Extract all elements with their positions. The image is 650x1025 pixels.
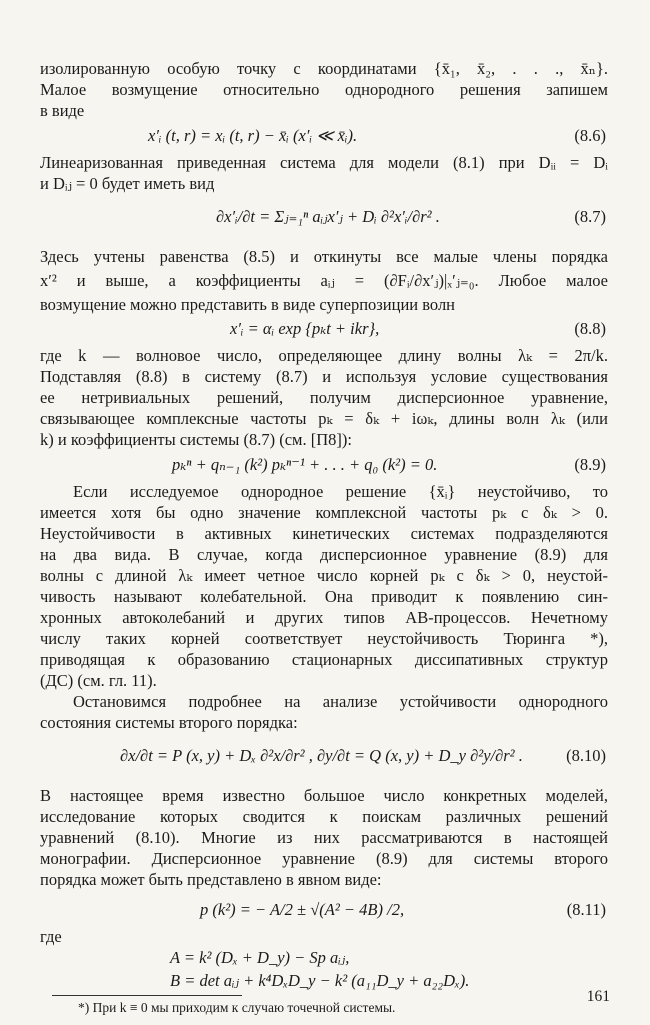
equation-number: (8.9) [574,455,606,474]
text-line: В настоящее время известно большое число конкретных моделей, [40,786,608,805]
text-line: состояния системы второго порядка: [40,713,298,732]
text-line: Малое возмущение относительно однородного решения запишем [40,80,608,99]
text-line: монографии. Дисперсионное уравнение (8.9) для системы второго [40,849,608,868]
equation-formula: ∂x′ᵢ/∂t = Σⱼ₌₁ⁿ aᵢⱼx′ⱼ + Dᵢ ∂²x′ᵢ/∂r² . [216,207,440,226]
page-number: 161 [586,988,610,1005]
text-line: Неустойчивости в активных кинетических системах подразделяются [40,524,608,543]
text-line: хронных автоколебаний и других типов АВ-процессов. Нечетному [40,608,608,627]
equation-number: (8.6) [574,126,606,145]
text-line: приводящая к образованию стационарных диссипативных структур [40,650,608,669]
text-line: чивость называют колебательной. Она приводит к появлению син- [40,587,608,606]
text-line: изолированную особую точку с координатами {x̄₁, x̄₂, . . ., x̄ₙ}. [40,59,608,78]
equation-formula: pₖⁿ + qₙ₋₁ (k²) pₖⁿ⁻¹ + . . . + q₀ (k²) = 0. [172,455,438,474]
text-line: Подставляя (8.8) в систему (8.7) и используя условие существования [40,367,608,386]
text-line: Линеаризованная приведенная система для модели (8.1) при Dᵢᵢ = Dᵢ [40,153,608,172]
equation-8-9 [40,454,608,475]
text-line: на два вида. В случае, когда дисперсионное уравнение (8.9) для [40,545,608,564]
equation-8-7 [40,194,608,240]
text-line: и Dᵢⱼ = 0 будет иметь вид [40,174,215,193]
equation-B [40,970,608,991]
text-line: числу таких корней соответствует неустойчивость Тюринга *), [40,629,608,648]
text-line: ее нетривиальных решений, получим дисперсионное уравнение, [40,388,608,407]
equation-8-11 [40,899,608,920]
text-line: где [40,927,62,946]
equation-formula: x′ᵢ (t, r) = xᵢ (t, r) − x̄ᵢ (x′ᵢ ≪ x̄ᵢ). [148,126,358,145]
text-line: Здесь учтены равенства (8.5) и откинуты все малые члены порядка [40,247,608,266]
text-line: порядка может быть представлено в явном виде: [40,870,382,889]
text-line: в виде [40,101,85,120]
text-line: исследование которых сводится к поискам различных решений [40,807,608,826]
equation-number: (8.11) [566,900,606,919]
text-line: волны с длиной λₖ имеет четное число корней pₖ с δₖ > 0, неустой- [40,566,608,585]
equation-A [40,947,608,968]
equation-formula: p (k²) = − A/2 ± √(A² − 4B) /2, [200,900,405,919]
text-line: уравнений (8.10). Многие из них рассматриваются в настоящей [40,828,608,847]
text-line: Если исследуемое однородное решение {x̄ᵢ} неустойчиво, то [73,482,608,501]
equation-number: (8.10) [566,746,606,765]
equation-8-6 [40,125,608,146]
equation-number: (8.7) [574,207,606,226]
text-line: возмущение можно представить в виде суперпозиции волн [40,295,456,314]
equation-8-10 [40,733,608,779]
text-line: x′² и выше, а коэффициенты aᵢⱼ = (∂Fᵢ/∂x′ⱼ)|ₓ′ⱼ₌₀. Любое малое [40,271,608,290]
equation-formula: A = k² (Dₓ + D_y) − Sp aᵢⱼ, [170,948,350,967]
equation-formula: B = det aᵢⱼ + k⁴DₓD_y − k² (a₁₁D_y + a₂₂Dₓ). [170,971,470,990]
text-line: имеется хотя бы одно значение комплексной частоты pₖ с δₖ > 0. [40,503,608,522]
equation-formula: ∂x/∂t = P (x, y) + Dₓ ∂²x/∂r² , ∂y/∂t = Q (x, y) + D_y ∂²y/∂r² . [120,746,523,765]
equation-8-8 [40,318,608,339]
equation-formula: x′ᵢ = αᵢ exp {pₖt + ikr}, [230,319,380,338]
text-line: Остановимся подробнее на анализе устойчивости однородного [73,692,608,711]
text-line: где k — волновое число, определяющее длину волны λₖ = 2π/k. [40,346,608,365]
footnote-rule [52,995,242,996]
footnote: *) При k ≡ 0 мы приходим к случаю точечной системы. [78,1000,396,1015]
equation-number: (8.8) [574,319,606,338]
text-line: k) и коэффициенты системы (8.7) (см. [П8]): [40,430,352,449]
page-body [40,58,608,1017]
text-line: связывающее комплексные частоты pₖ = δₖ + iωₖ, длины волн λₖ (или [40,409,608,428]
text-line: (ДС) (см. гл. 11). [40,671,157,690]
